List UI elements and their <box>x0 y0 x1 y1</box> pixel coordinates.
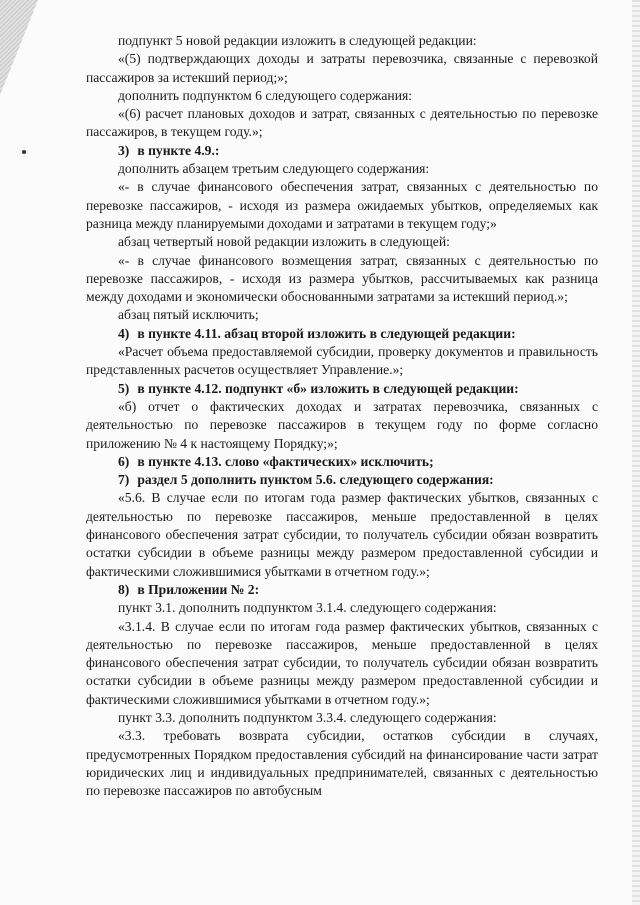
paragraph-text: раздел 5 дополнить пунктом 5.6. следующего содержания: <box>137 472 494 488</box>
paragraph <box>86 178 598 233</box>
item-number: 7) <box>118 472 130 488</box>
section-heading <box>86 325 598 343</box>
item-number: 5) <box>118 380 130 396</box>
paragraph <box>86 343 598 380</box>
paragraph-text: «5.6. В случае если по итогам года размер фактических убытков, связанных с деятельностью по перевозке пассажиров, меньше предоставленной в целях финансового обеспечения затрат субсидии, то получатель субсидии обязан возвратить остатки субсидии в объеме разницы между размером предоставленной субсидии и фактическими сложившимися убытками в отчетном году.»; <box>86 490 598 579</box>
paragraph <box>86 32 598 50</box>
section-heading <box>86 380 598 398</box>
paragraph-text: абзац пятый исключить; <box>118 307 259 323</box>
paragraph <box>86 599 598 617</box>
section-heading <box>86 142 598 160</box>
paragraph-text: подпункт 5 новой редакции изложить в следующей редакции: <box>118 33 477 48</box>
paragraph-text: «3.1.4. В случае если по итогам года размер фактических убытков, связанных с деятельностью по перевозке пассажиров, меньше предоставленной в целях финансового обеспечения затрат субсидии, то получатель субсидии обязан возвратить остатки субсидии в объеме разницы между размером предоставленной субсидии и фактическими сложившимися убытками в отчетном году.»; <box>86 618 598 707</box>
paragraph-text: «3.3. требовать возврата субсидии, остатков субсидии в случаях, предусмотренных Порядком предоставления субсидий на финансирование части затрат юридических лиц и индивидуальных предпринимателей, связанных с деятельностью по перевозке пассажиров по автобусным <box>86 728 598 799</box>
paragraph-text: дополнить абзацем третьим следующего содержания: <box>118 161 430 177</box>
paragraph <box>86 489 598 580</box>
section-heading <box>86 581 598 599</box>
paragraph-text: в пункте 4.9.: <box>137 142 220 158</box>
item-number: 6) <box>118 453 130 469</box>
paragraph-text: «б) отчет о фактических доходах и затратах перевозчика, связанных с деятельностью по перевозке пассажиров в текущем году по форме согласно приложению № 4 к настоящему Порядку;»; <box>86 398 598 451</box>
paragraph <box>86 727 598 800</box>
paragraph-text: в пункте 4.12. подпункт «б» изложить в следующей редакции: <box>137 380 519 396</box>
paragraph <box>86 252 598 307</box>
paragraph-text: в Приложении № 2: <box>137 581 260 597</box>
paragraph <box>86 306 598 324</box>
section-heading <box>86 471 598 489</box>
paragraph-text: «- в случае финансового обеспечения затрат, связанных с деятельностью по перевозке пассажиров, - исходя из размера ожидаемых убытков, определяемых как разница между планируемыми доходами и затратами в текущем году;» <box>86 179 598 231</box>
item-number: 3) <box>118 142 130 158</box>
paragraph-text: в пункте 4.13. слово «фактических» исключить; <box>137 453 434 469</box>
paragraph-text: «(5) подтверждающих доходы и затраты перевозчика, связанные с перевозкой пассажиров за истекший период;»; <box>86 51 598 85</box>
paragraph-text: дополнить подпунктом 6 следующего содержания: <box>118 87 413 103</box>
paragraph <box>86 233 598 251</box>
paragraph-text: «- в случае финансового возмещения затрат, связанных с деятельностью по перевозке пассажиров, - исходя из размера убытков, рассчитываемых как разница между доходами и экономически обоснованными затратами за истекший период.»; <box>86 252 598 305</box>
paragraph-text: пункт 3.3. дополнить подпунктом 3.3.4. следующего содержания: <box>118 709 497 725</box>
paragraph <box>86 709 598 727</box>
paragraph-text: пункт 3.1. дополнить подпунктом 3.1.4. следующего содержания: <box>118 600 497 616</box>
paragraph <box>86 398 598 453</box>
paragraph <box>86 618 598 709</box>
paragraph <box>86 160 598 178</box>
document-body <box>86 32 598 800</box>
item-number: 8) <box>118 581 130 597</box>
section-heading <box>86 453 598 471</box>
paragraph-text: «Расчет объема предоставляемой субсидии, проверку документов и правильность представленных расчетов осуществляет Управление.»; <box>86 344 598 378</box>
paragraph-text: «(6) расчет плановых доходов и затрат, связанных с деятельностью по перевозке пассажиров, в текущем году.»; <box>86 106 598 140</box>
scan-speck <box>22 150 26 154</box>
paragraph <box>86 50 598 87</box>
item-number: 4) <box>118 325 130 341</box>
paragraph-text: абзац четвертый новой редакции изложить в следующей: <box>118 234 450 250</box>
paragraph <box>86 87 598 105</box>
paragraph <box>86 105 598 142</box>
paragraph-text: в пункте 4.11. абзац второй изложить в следующей редакции: <box>137 325 516 341</box>
scan-edge-shadow <box>632 0 640 905</box>
